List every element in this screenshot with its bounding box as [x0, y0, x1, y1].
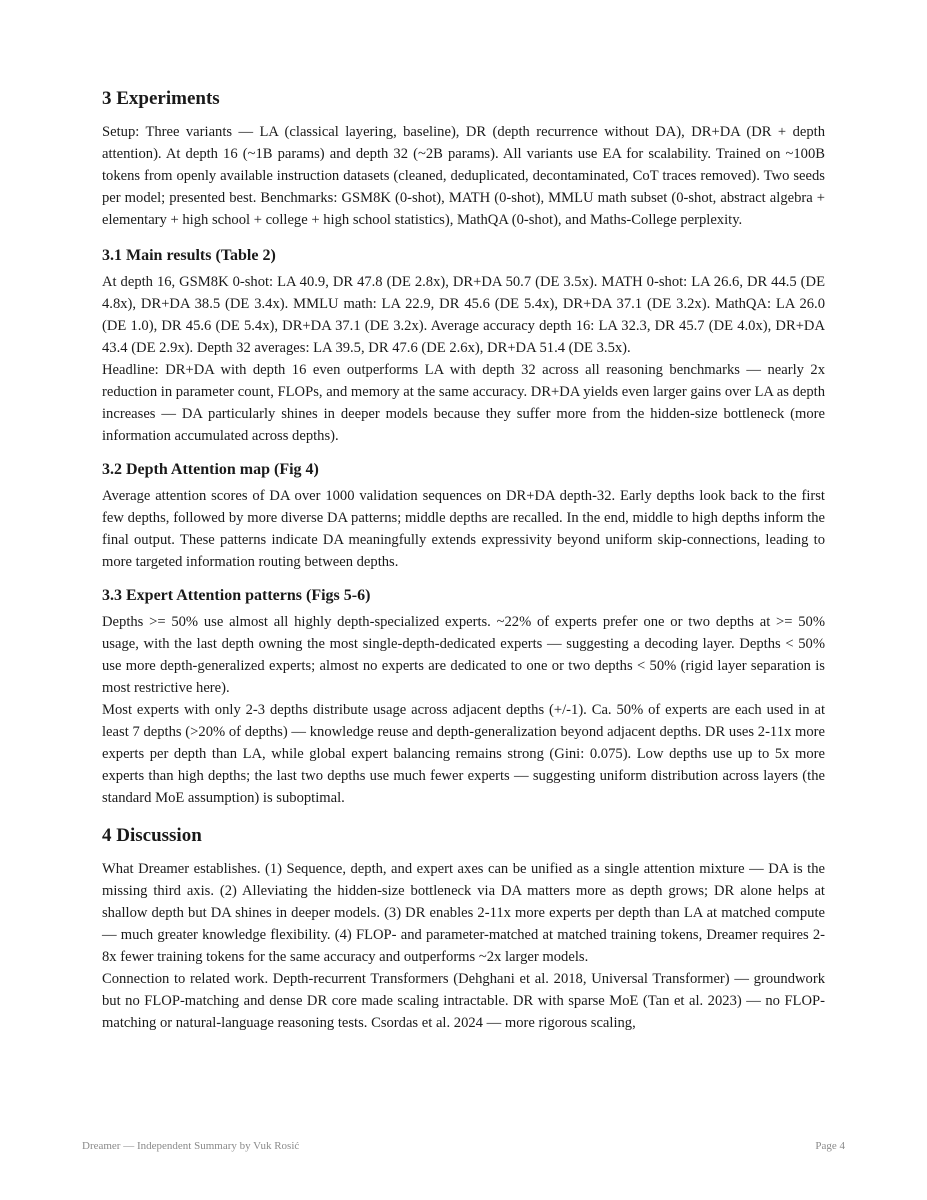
footer-title: Dreamer — Independent Summary by Vuk Rosić — [82, 1140, 300, 1152]
subsection-heading: 3.1 Main results (Table 2) — [102, 247, 276, 264]
section-heading: 4 Discussion — [102, 825, 202, 846]
paragraph: What Dreamer establishes. (1) Sequence, depth, and expert axes can be unified as a single attention mixture — DA is the missing third axis. (2) Alleviating the hidden-size bottleneck via DA matters more as depth grows; DR alone helps at shallow depth but DA shines in deeper models. (3) DR enables 2-11x more experts per depth than LA at matched compute — much greater knowledge flexibility. (4) FLOP- and parameter-matched at matched training tokens, Dreamer requires 2-8x fewer training tokens for the same accuracy and outperforms ~2x larger models. — [102, 861, 825, 965]
page-number: Page 4 — [815, 1140, 845, 1152]
subsection-heading: 3.3 Expert Attention patterns (Figs 5-6) — [102, 587, 371, 604]
paragraph: At depth 16, GSM8K 0-shot: LA 40.9, DR 47.8 (DE 2.8x), DR+DA 50.7 (DE 3.5x). MATH 0-shot: LA 26.6, DR 44.5 (DE 4.8x), DR+DA 38.5 (DE 3.4x). MMLU math: LA 22.9, DR 45.6 (DE 5.4x), DR+DA 37.1 (DE 3.2x). MathQA: LA 26.0 (DE 1.0), DR 45.6 (DE 5.4x), DR+DA 37.1 (DE 3.2x). Average accuracy depth 16: LA 32.3, DR 45.7 (DE 4.0x), DR+DA 43.4 (DE 2.9x). Depth 32 averages: LA 39.5, DR 47.6 (DE 2.6x), DR+DA 51.4 (DE 3.5x). — [102, 274, 825, 356]
section-experiments — [102, 86, 825, 231]
paragraph: Headline: DR+DA with depth 16 even outperforms LA with depth 32 across all reasoning benchmarks — nearly 2x reduction in parameter count, FLOPs, and memory at the same accuracy. DR+DA yields even larger gains over LA as depth increases — DA particularly shines in deeper models because they suffer more from the hidden-size bottleneck (more information accumulated across depths). — [102, 362, 825, 444]
section-expert-attention — [102, 585, 825, 809]
section-main-results — [102, 245, 825, 447]
setup-paragraph: Setup: Three variants — LA (classical layering, baseline), DR (depth recurrence without DA), DR+DA (DR + depth attention). At depth 16 (~1B params) and depth 32 (~2B params). All variants use EA for scalability. Trained on ~100B tokens from openly available instruction datasets (cleaned, deduplicated, decontaminated, CoT traces removed). Two seeds per model; presented best. Benchmarks: GSM8K (0-shot), MATH (0-shot), MMLU math subset (0-shot, abstract algebra + elementary + high school + college + high school statistics), MathQA (0-shot), and Maths-College perplexity. — [102, 124, 825, 228]
section-discussion — [102, 823, 825, 1034]
subsection-heading: 3.2 Depth Attention map (Fig 4) — [102, 461, 319, 478]
page-body — [102, 86, 825, 1048]
paragraph: Average attention scores of DA over 1000 validation sequences on DR+DA depth-32. Early depths look back to the first few depths, followed by more diverse DA patterns; middle depths are recalled. In the end, middle to high depths inform the final output. These patterns indicate DA meaningfully extends expressivity beyond uniform skip-connections, leading to more targeted information routing between depths. — [102, 488, 825, 570]
paragraph: Depths >= 50% use almost all highly depth-specialized experts. ~22% of experts prefer one or two depths at >= 50% usage, with the last depth owning the most single-depth-dedicated experts — suggesting a decoding layer. Depths < 50% use more depth-generalized experts; almost no experts are dedicated to one or two depths < 50% (rigid layer separation is most restrictive here). — [102, 614, 825, 696]
section-heading: 3 Experiments — [102, 88, 220, 109]
paragraph: Connection to related work. Depth-recurrent Transformers (Dehghani et al. 2018, Universal Transformer) — groundwork but no FLOP-matching and dense DR core made scaling intractable. DR with sparse MoE (Tan et al. 2023) — no FLOP-matching or natural-language reasoning tests. Csordas et al. 2024 — more rigorous scaling, — [102, 971, 825, 1031]
paragraph: Most experts with only 2-3 depths distribute usage across adjacent depths (+/-1). Ca. 50% of experts are each used in at least 7 depths (>20% of depths) — knowledge reuse and depth-generalization beyond adjacent depths. DR uses 2-11x more experts per depth than LA, while global expert balancing remains strong (Gini: 0.075). Low depths use up to 5x more experts than high depths; the last two depths use much fewer experts — suggesting uniform distribution across layers (the standard MoE assumption) is suboptimal. — [102, 702, 825, 806]
section-depth-attention — [102, 459, 825, 573]
